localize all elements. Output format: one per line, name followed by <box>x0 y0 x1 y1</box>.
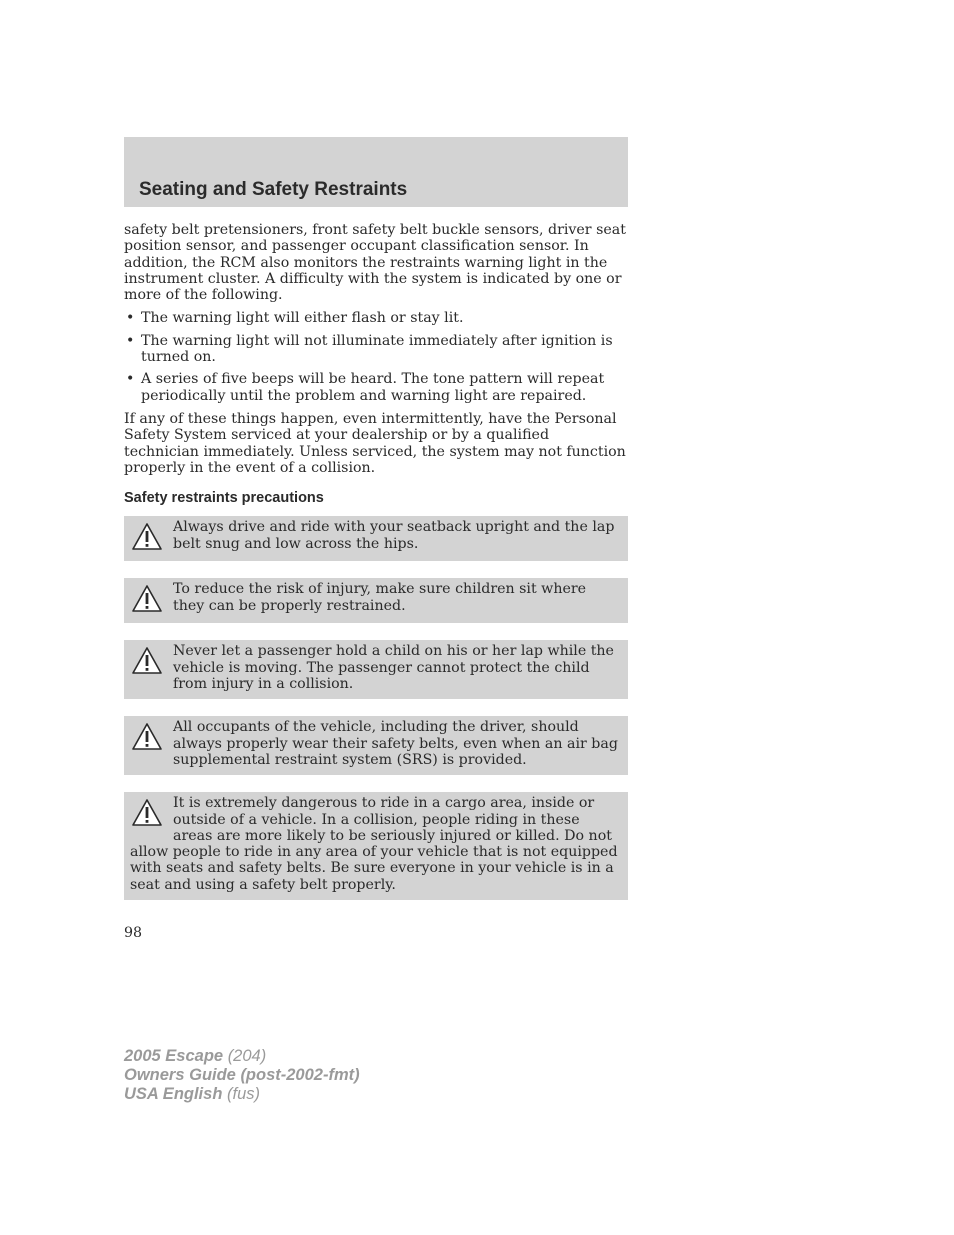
document-footer <box>124 1047 360 1104</box>
warning-text: All occupants of the vehicle, including the driver, should always properly wear their safety belts, even when an air bag supplemental restraint system (SRS) is provided. <box>173 719 618 768</box>
page-number: 98 <box>124 925 143 941</box>
closing-paragraph: If any of these things happen, even intermittently, have the Personal Safety System serviced at your dealership or by a qualified technician immediately. Unless serviced, the system may not function properly in the event of a collision. <box>124 410 626 476</box>
warning-triangle-icon <box>130 521 164 553</box>
bullet-list <box>124 310 628 403</box>
warning-triangle-icon <box>130 645 164 677</box>
warning-box <box>124 792 628 900</box>
warning-box <box>124 716 628 775</box>
warning-text: Never let a passenger hold a child on his or her lap while the vehicle is moving. The passenger cannot protect the child from injury in a collision. <box>173 643 614 693</box>
list-item: • A series of five beeps will be heard. The tone pattern will repeat periodically until the problem and warning light are repaired. <box>126 371 605 404</box>
warning-triangle-icon <box>130 797 164 829</box>
page-content <box>124 222 628 917</box>
warning-box <box>124 516 628 561</box>
section-heading: Safety restraints precautions <box>124 490 324 507</box>
warning-triangle-icon <box>130 583 164 615</box>
warning-text: Always drive and ride with your seatback upright and the lap belt snug and low across the hips. <box>173 519 615 552</box>
warning-text: It is extremely dangerous to ride in a cargo area, inside or outside of a vehicle. In a collision, people riding in these areas are more likely to be seriously injured or killed. Do not allow people to ride in any area of your vehicle that is not equipped with seats and safety belts. Be sure everyone in your vehicle is in a seat and using a safety belt properly. <box>130 795 618 893</box>
list-item: • The warning light will either flash or stay lit. <box>126 310 464 327</box>
footer-line-guide: Owners Guide (post-2002-fmt) <box>124 1066 360 1084</box>
footer-line-language: USA English (fus) <box>124 1085 260 1103</box>
intro-paragraph: safety belt pretensioners, front safety belt buckle sensors, driver seat position sensor, and passenger occupant classification sensor. In addition, the RCM also monitors the restraints warning light in the instrument cluster. A difficulty with the system is indicated by one or more of the following. <box>124 222 626 304</box>
warning-box <box>124 640 628 699</box>
bullet-icon: • <box>126 310 135 327</box>
bullet-icon: • <box>126 371 135 388</box>
page-title: Seating and Safety Restraints <box>139 179 408 200</box>
footer-line-model: 2005 Escape (204) <box>124 1047 267 1065</box>
bullet-icon: • <box>126 332 135 349</box>
warning-text: To reduce the risk of injury, make sure children sit where they can be properly restrained. <box>173 581 587 614</box>
section-header <box>124 137 628 207</box>
warning-box <box>124 578 628 623</box>
list-item: • The warning light will not illuminate immediately after ignition is turned on. <box>126 332 613 366</box>
warning-triangle-icon <box>130 721 164 753</box>
